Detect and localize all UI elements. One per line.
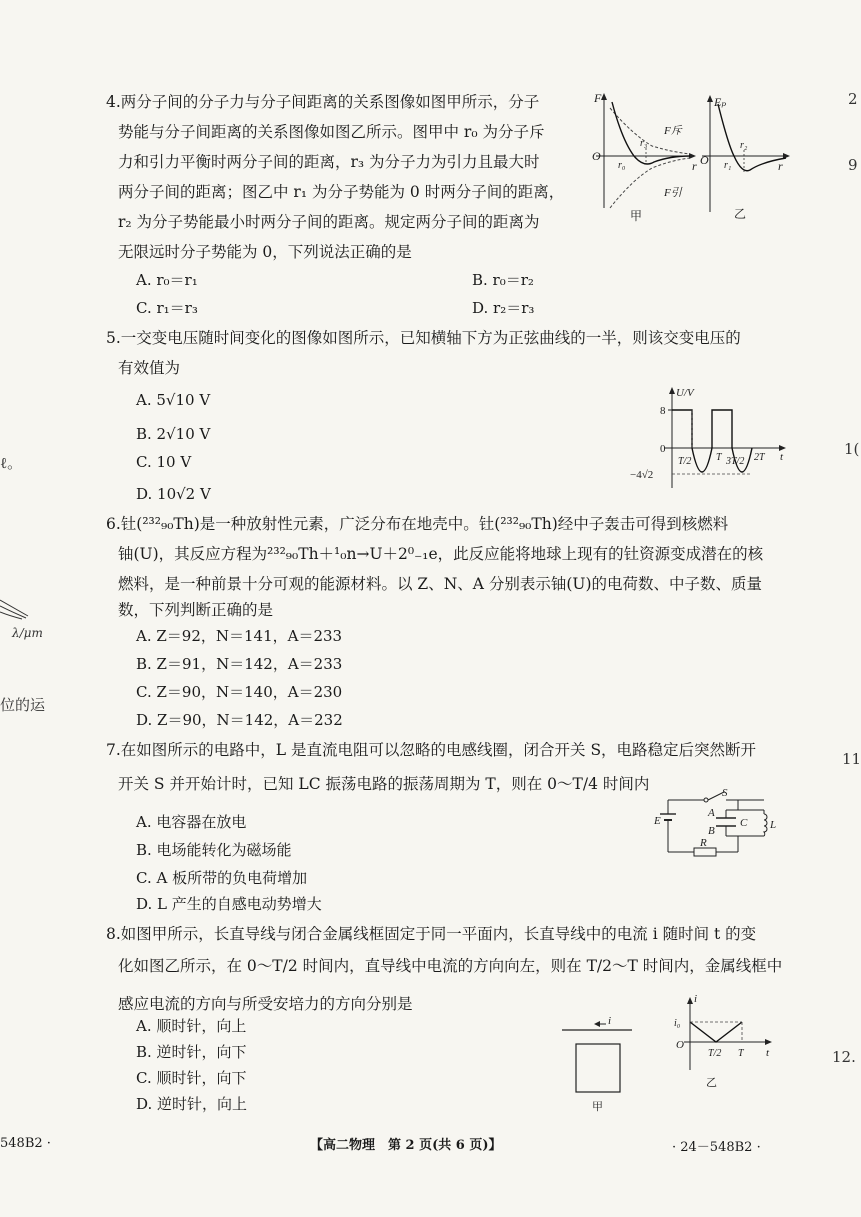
q5-option-a[interactable]: A. 5√10 V bbox=[136, 391, 211, 409]
q6-line-1: 6.钍(²³²₉₀Th)是一种放射性元素，广泛分布在地壳中。钍(²³²₉₀Th)经中子轰击可得到核燃料 bbox=[106, 515, 729, 533]
q8-line-3: 感应电流的方向与所受安培力的方向分别是 bbox=[118, 995, 413, 1013]
q8-i0: i₀ bbox=[674, 1018, 681, 1029]
q4-r3-label: r₃ bbox=[640, 138, 648, 149]
q8-figure-yi-label: 乙 bbox=[706, 1077, 717, 1089]
q7-option-b[interactable]: B. 电场能转化为磁场能 bbox=[136, 841, 292, 859]
q4-line-2: 势能与分子间距离的关系图像如图乙所示。图甲中 r₀ 为分子斥 bbox=[118, 123, 545, 141]
q8-option-a[interactable]: A. 顺时针，向上 bbox=[136, 1017, 247, 1035]
q8-option-d[interactable]: D. 逆时针，向上 bbox=[136, 1095, 248, 1113]
q6-line-2: 铀(U)，其反应方程为²³²₉₀Th＋¹₀n→U＋2⁰₋₁e，此反应能将地球上现有的钍资源变成潜在的核 bbox=[118, 545, 764, 563]
q8-line-2: 化如图乙所示，在 0～T/2 时间内，直导线中电流的方向向左，则在 T/2～T 时间内，金属线框中 bbox=[118, 957, 783, 975]
q4-axis-ep: Eₚ bbox=[714, 95, 727, 109]
margin-fragment-right-3: 11 bbox=[842, 750, 861, 768]
q5-y-zero: 0 bbox=[660, 443, 666, 455]
q7-label-a: A bbox=[708, 807, 715, 819]
q8-axis-i: i bbox=[694, 993, 698, 1005]
q8-option-b[interactable]: B. 逆时针，向下 bbox=[136, 1043, 247, 1061]
q4-option-c[interactable]: C. r₁＝r₃ bbox=[136, 299, 198, 317]
q5-tick-2t: 2T bbox=[754, 452, 765, 463]
footer-right: · 24－548B2 · bbox=[672, 1140, 761, 1155]
q5-voltage-graph bbox=[620, 384, 792, 494]
q6-line-3: 燃料，是一种前景十分可观的能源材料。以 Z、N、A 分别表示铀(U)的电荷数、中子数、质量 bbox=[118, 575, 763, 593]
q5-tick-t: T bbox=[716, 452, 722, 463]
q5-option-b[interactable]: B. 2√10 V bbox=[136, 425, 211, 443]
margin-curve-fragment bbox=[0, 596, 40, 620]
q5-line-1: 5.一交变电压随时间变化的图像如图所示，已知横轴下方为正弦曲线的一半，则该交变电压的 bbox=[106, 329, 741, 347]
q8-figure-jia-label: 甲 bbox=[592, 1101, 603, 1113]
q4-axis-r-jia: r bbox=[692, 159, 697, 173]
footer-left: 548B2 · bbox=[0, 1136, 51, 1151]
q5-axis-t: t bbox=[780, 451, 784, 463]
q4-origin-yi: O bbox=[700, 153, 709, 167]
q7-label-r: R bbox=[700, 837, 707, 849]
q8-label-i: i bbox=[608, 1015, 612, 1027]
q5-ylabel: U/V bbox=[676, 387, 694, 399]
q5-option-d[interactable]: D. 10√2 V bbox=[136, 485, 211, 503]
q4-origin-jia: O bbox=[592, 149, 601, 163]
q4-axis-f: F bbox=[594, 91, 602, 105]
q4-figure-yi bbox=[700, 94, 792, 222]
q4-line-4: 两分子间的距离；图乙中 r₁ 为分子势能为 0 时两分子间的距离， bbox=[118, 183, 565, 201]
q4-line-6: 无限远时分子势能为 0，下列说法正确的是 bbox=[118, 243, 412, 261]
q4-r1-label: r₁ bbox=[724, 160, 732, 171]
margin-fragment-right-1: 9 bbox=[848, 156, 858, 174]
q6-option-d[interactable]: D. Z＝90，N＝142，A＝232 bbox=[136, 711, 343, 729]
margin-fragment-left-1: ℓ。 bbox=[0, 454, 23, 472]
q8-figure-jia bbox=[558, 1015, 640, 1113]
q7-line-1: 7.在如图所示的电路中，L 是直流电阻可以忽略的电感线圈，闭合开关 S，电路稳定后突然断开 bbox=[106, 741, 757, 759]
q4-figure-yi-label: 乙 bbox=[734, 207, 747, 221]
q4-r2-label: r₂ bbox=[740, 140, 748, 151]
q8-option-c[interactable]: C. 顺时针，向下 bbox=[136, 1069, 247, 1087]
q4-line-3: 力和引力平衡时两分子间的距离，r₃ 为分子力为引力且最大时 bbox=[118, 153, 540, 171]
q7-label-l: L bbox=[770, 819, 777, 831]
q4-f-chi: F斥 bbox=[664, 125, 682, 137]
q8-origin: O bbox=[676, 1039, 684, 1051]
q8-axis-t: t bbox=[766, 1047, 770, 1059]
margin-fragment-left-3: 位的运 bbox=[0, 696, 46, 714]
q5-y-bottom: −4√2 bbox=[630, 469, 654, 481]
q6-option-c[interactable]: C. Z＝90，N＝140，A＝230 bbox=[136, 683, 343, 701]
q4-option-a[interactable]: A. r₀＝r₁ bbox=[136, 271, 198, 289]
q7-option-a[interactable]: A. 电容器在放电 bbox=[136, 813, 247, 831]
q8-tick-t: T bbox=[738, 1048, 744, 1059]
q4-figure-jia bbox=[592, 90, 700, 222]
q7-label-c: C bbox=[740, 817, 748, 829]
q4-f-yin: F引 bbox=[664, 187, 682, 199]
q7-label-s: S bbox=[722, 787, 728, 799]
q4-line-5: r₂ 为分子势能最小时两分子间的距离。规定两分子间的距离为 bbox=[118, 213, 540, 231]
q5-option-c[interactable]: C. 10 V bbox=[136, 453, 192, 471]
q8-line-1: 8.如图甲所示，长直导线与闭合金属线框固定于同一平面内，长直导线中的电流 i 随时间 t 的变 bbox=[106, 925, 757, 943]
q5-line-2: 有效值为 bbox=[118, 359, 181, 377]
margin-fragment-right-2: 1( bbox=[844, 440, 860, 458]
q7-line-2: 开关 S 并开始计时，已知 LC 振荡电路的振荡周期为 T，则在 0～T/4 时间内 bbox=[118, 775, 650, 793]
q4-axis-r-yi: r bbox=[778, 159, 783, 173]
q5-tick-3half: 3T/2 bbox=[726, 456, 745, 467]
q6-option-b[interactable]: B. Z＝91，N＝142，A＝233 bbox=[136, 655, 343, 673]
q7-option-d[interactable]: D. L 产生的自感电动势增大 bbox=[136, 895, 322, 913]
q7-label-b: B bbox=[708, 825, 715, 837]
q7-label-e: E bbox=[654, 815, 661, 827]
q5-tick-half: T/2 bbox=[678, 456, 692, 467]
q8-figure-yi bbox=[672, 994, 776, 1090]
q5-y-top: 8 bbox=[660, 405, 666, 417]
q4-option-b[interactable]: B. r₀＝r₂ bbox=[472, 271, 534, 289]
q6-option-a[interactable]: A. Z＝92，N＝141，A＝233 bbox=[136, 627, 343, 645]
margin-fragment-left-2: λ/μm bbox=[12, 626, 43, 640]
q4-r0-label: r₀ bbox=[618, 160, 626, 171]
q6-line-4: 数，下列判断正确的是 bbox=[118, 601, 274, 619]
margin-fragment-right-4: 12. bbox=[832, 1048, 856, 1066]
q8-tick-half: T/2 bbox=[708, 1048, 722, 1059]
q4-figure-jia-label: 甲 bbox=[630, 209, 643, 223]
q7-option-c[interactable]: C. A 板所带的负电荷增加 bbox=[136, 869, 308, 887]
q4-line-1: 4.两分子间的分子力与分子间距离的关系图像如图甲所示，分子 bbox=[106, 93, 540, 111]
q7-circuit-diagram bbox=[654, 786, 780, 860]
margin-fragment-right-5: 2 bbox=[848, 90, 858, 108]
footer-center: 【高二物理 第 2 页(共 6 页)】 bbox=[310, 1138, 502, 1153]
q4-option-d[interactable]: D. r₂＝r₃ bbox=[472, 299, 535, 317]
